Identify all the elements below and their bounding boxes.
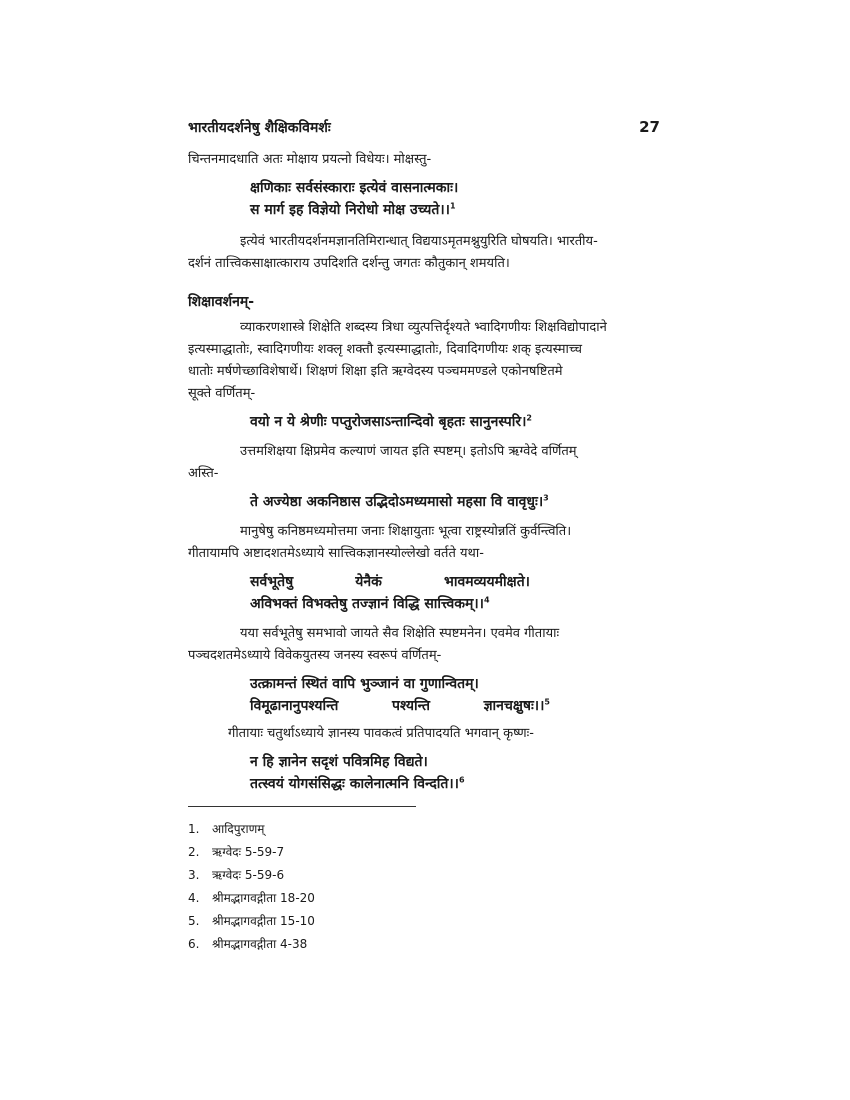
body-line: धातोः मर्षणेच्छाविशेषार्थे। शिक्षणं शिक्षा इति ऋग्वेदस्य पञ्चममण्डले एकोनषष्टितमे: [188, 364, 563, 379]
footnote: [188, 935, 307, 953]
footnote-number: 3.: [188, 868, 200, 882]
verse-text: तत्स्वयं योगसंसिद्धः कालेनात्मनि विन्दति।।: [250, 776, 459, 792]
footnote-ref: 2: [526, 413, 532, 423]
verse-line: न हि ज्ञानेन सदृशं पवित्रमिह विद्यते।: [250, 754, 428, 770]
footnote-number: 6.: [188, 937, 200, 951]
body-line: चिन्तनमादधाति अतः मोक्षाय प्रयत्नो विधेयः। मोक्षस्तु-: [188, 152, 432, 167]
body-line: मानुषेषु कनिष्ठमध्यमोत्तमा जनाः शिक्षायुताः भूत्वा राष्ट्रस्योन्नतिं कुर्वन्त्विति।: [240, 524, 572, 539]
footnote-number: 4.: [188, 891, 200, 905]
footnote-ref: 3: [543, 493, 549, 503]
verse-text: ते अज्येष्ठा अकनिष्ठास उद्भिदोऽमध्यमासो महसा वि वावृधुः।: [250, 494, 544, 510]
verse-word: [484, 696, 550, 716]
body-line: यया सर्वभूतेषु समभावो जायते सैव शिक्षेति स्पष्टमनेन। एवमेव गीतायाः: [240, 626, 560, 641]
footnote: [188, 912, 315, 930]
verse-line: [250, 594, 490, 614]
verse-word: सर्वभूतेषु: [250, 574, 294, 590]
footnote-ref: 5: [544, 697, 550, 707]
footnote-text: श्रीमद्भागवद्गीता 15-10: [212, 914, 315, 928]
body-line: पञ्चदशतमेऽध्याये विवेकयुतस्य जनस्य स्वरूपं वर्णितम्-: [188, 648, 442, 663]
footnote-text: श्रीमद्भागवद्गीता 18-20: [212, 891, 315, 905]
verse-text: ज्ञानचक्षुषः।।: [483, 698, 545, 714]
footnote-text: ऋग्वेदः 5-59-6: [212, 868, 285, 882]
section-heading: शिक्षावर्शनम्-: [188, 294, 255, 310]
verse-text: अविभक्तं विभक्तेषु तज्ज्ञानं विद्धि सात्त्विकम्।।: [250, 596, 484, 612]
footnote-number: 1.: [188, 822, 200, 836]
verse-line: [250, 412, 532, 432]
verse-line: उत्क्रामन्तं स्थितं वापि भुञ्जानं वा गुणान्वितम्।: [250, 676, 479, 692]
body-line: गीतायाः चतुर्थाऽध्याये ज्ञानस्य पावकत्वं प्रतिपादयति भगवान् कृष्णः-: [228, 726, 534, 741]
verse-text: स मार्ग इह विज्ञेयो निरोधो मोक्ष उच्यते।।: [250, 202, 450, 218]
verse-word: विमूढानानुपश्यन्ति: [250, 698, 339, 714]
verse-line: [250, 492, 549, 512]
verse-text: वयो न ये श्रेणीः पप्तुरोजसाऽन्तान्दिवो बृहतः सानुनस्परि।: [250, 414, 527, 430]
body-line: अस्ति-: [188, 466, 219, 481]
verse-word: पश्यन्ति: [392, 698, 430, 714]
body-line: सूक्ते वर्णितम्-: [188, 386, 256, 401]
verse-line: क्षणिकाः सर्वसंस्काराः इत्येवं वासनात्मकाः।: [250, 180, 459, 196]
body-line: व्याकरणशास्त्रे शिक्षेति शब्दस्य त्रिधा व्युत्पत्तिर्दृश्यते भ्वादिगणीयः शिक्षविद्योपादाने: [240, 320, 607, 335]
verse-line: [250, 200, 456, 220]
footnote-divider: [188, 806, 416, 807]
page-number: 27: [639, 118, 660, 136]
footnote-number: 2.: [188, 845, 200, 859]
body-line: दर्शनं तात्त्विकसाक्षात्काराय उपदिशति दर्शन्तु जगतः कौतुकान् शमयति।: [188, 256, 510, 271]
footnote: [188, 889, 315, 907]
header-title: भारतीयदर्शनेषु शैक्षिकविमर्शः: [188, 119, 331, 136]
body-line: उत्तमशिक्षया क्षिप्रमेव कल्याणं जायत इति स्पष्टम्। इतोऽपि ऋग्वेदे वर्णितम्: [240, 444, 577, 459]
footnote: [188, 820, 264, 838]
footnote-text: श्रीमद्भागवद्गीता 4-38: [212, 937, 308, 951]
body-line: गीतायामपि अष्टादशतमेऽध्याये सात्त्विकज्ञानस्योल्लेखो वर्तते यथा-: [188, 546, 484, 561]
footnote-number: 5.: [188, 914, 200, 928]
footnote-text: आदिपुराणम्: [212, 822, 265, 836]
footnote-text: ऋग्वेदः 5-59-7: [212, 845, 285, 859]
footnote-ref: 1: [449, 201, 456, 211]
body-line: इत्येवं भारतीयदर्शनमज्ञानतिमिरान्धात् विद्ययाऽमृतमश्नुयुरिति घोषयति। भारतीय-: [240, 234, 598, 249]
body-line: इत्यस्माद्धातोः, स्वादिगणीयः शक्लृ शक्तौ इत्यस्माद्धातोः, दिवादिगणीयः शक् इत्यस्माच्च: [188, 342, 583, 357]
verse-word: भावमव्ययमीक्षते।: [444, 574, 530, 590]
running-header: [188, 115, 660, 139]
verse-word: येनैकं: [355, 574, 382, 590]
footnote-ref: 6: [458, 775, 465, 785]
verse-line: [250, 696, 550, 716]
footnote: [188, 866, 284, 884]
verse-line: [250, 774, 465, 794]
verse-line: [250, 572, 530, 592]
footnote-ref: 4: [483, 595, 490, 605]
footnote: [188, 843, 284, 861]
